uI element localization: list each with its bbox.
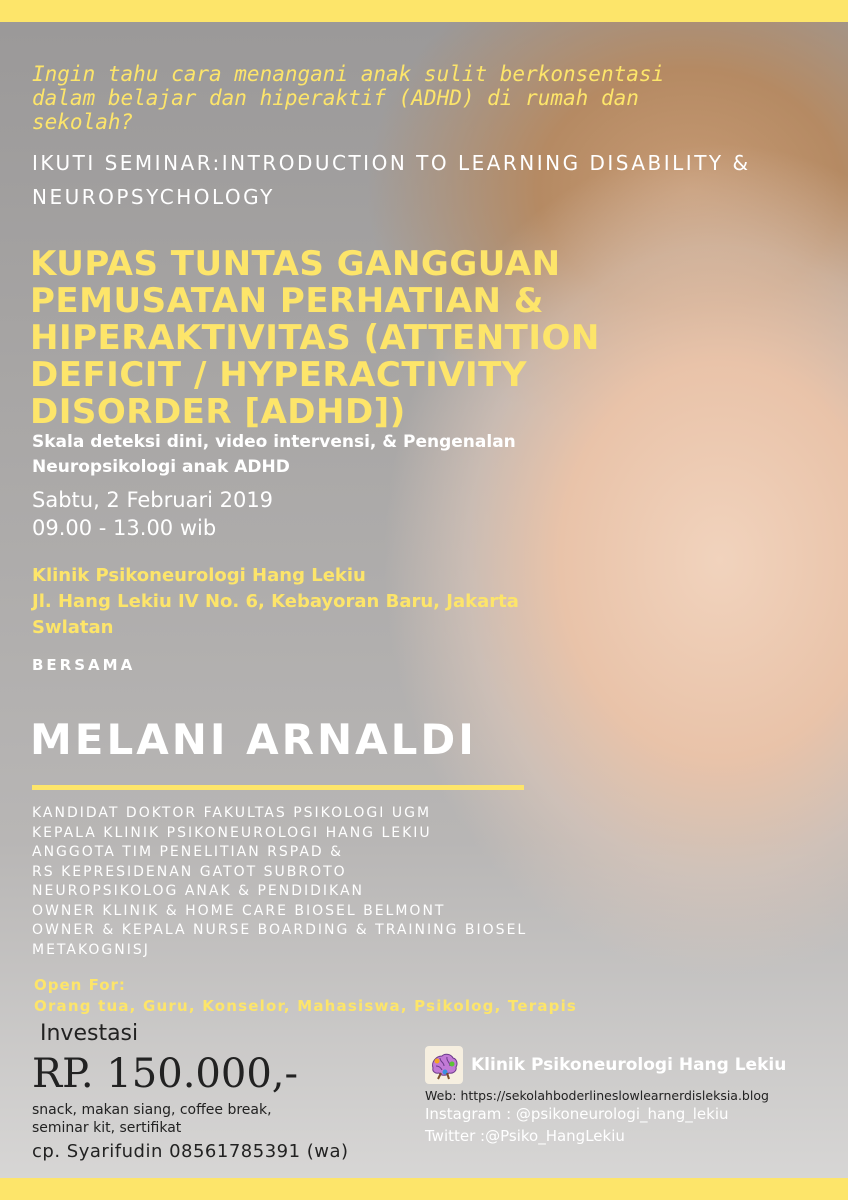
clinic-instagram: Instagram : @psikoneurologi_hang_lekiu	[425, 1105, 729, 1123]
brain-logo-icon	[425, 1046, 463, 1084]
venue-block	[32, 563, 552, 641]
contact-person: cp. Syarifudin 08561785391 (wa)	[32, 1141, 349, 1162]
credential-item: KEPALA KLINIK PSIKONEUROLOGI HANG LEKIU	[32, 824, 432, 841]
web-label: Web:	[425, 1088, 457, 1103]
bottom-yellow-band	[0, 1178, 848, 1200]
clinic-header	[425, 1046, 840, 1084]
clinic-info	[425, 1046, 840, 1147]
bersama-label: BERSAMA	[32, 656, 136, 674]
event-time: 09.00 - 13.00 wib	[32, 516, 217, 540]
credential-item: METAKOGNISJ	[32, 941, 150, 958]
credential-item: RS KEPRESIDENAN GATOT SUBROTO	[32, 863, 347, 880]
top-yellow-band	[0, 0, 848, 22]
credential-item: ANGGOTA TIM PENELITIAN RSPAD &	[32, 844, 344, 860]
speaker-credentials	[32, 804, 672, 960]
credential-item: NEUROPSIKOLOG ANAK & PENDIDIKAN	[32, 883, 365, 899]
teaser-question: Ingin tahu cara menangani anak sulit berkonsentasi dalam belajar dan hiperaktif (ADHD) di rumah dan sekolah?	[32, 62, 665, 134]
audience-label: Open For:	[34, 976, 126, 994]
clinic-web	[425, 1088, 840, 1103]
credential-item: OWNER & KEPALA NURSE BOARDING & TRAINING BIOSEL	[32, 922, 528, 938]
venue-address: Jl. Hang Lekiu IV No. 6, Kebayoran Baru, Jakarta Swlatan	[32, 591, 519, 638]
speaker-name: MELANI ARNALDI	[30, 715, 477, 764]
web-url: https://sekolahboderlineslowlearnerdisleksia.blog	[460, 1088, 769, 1103]
audience-list: Orang tua, Guru, Konselor, Mahasiswa, Psikolog, Terapis	[34, 997, 578, 1015]
speaker-divider	[32, 785, 524, 790]
venue-name: Klinik Psikoneurologi Hang Lekiu	[32, 565, 366, 586]
investment-includes: snack, makan siang, coffee break, seminar kit, sertifikat	[32, 1102, 272, 1136]
credential-item: KANDIDAT DOKTOR FAKULTAS PSIKOLOGI UGM	[32, 805, 432, 821]
credential-item: OWNER KLINIK & HOME CARE BIOSEL BELMONT	[32, 902, 446, 919]
headline-subtitle: Skala deteksi dini, video intervensi, & Pengenalan Neuropsikologi anak ADHD	[32, 432, 516, 477]
event-date: Sabtu, 2 Februari 2019	[32, 488, 274, 512]
seminar-title: IKUTI SEMINAR:INTRODUCTION TO LEARNING DISABILITY & NEUROPSYCHOLOGY	[32, 151, 751, 209]
clinic-twitter: Twitter :@Psiko_HangLekiu	[425, 1127, 625, 1145]
investment-label: Investasi	[40, 1021, 139, 1046]
main-headline: KUPAS TUNTAS GANGGUAN PEMUSATAN PERHATIAN & HIPERAKTIVITAS (ATTENTION DEFICIT / HYPERACTIVITY DISORDER [ADHD])	[30, 244, 600, 432]
clinic-name: Klinik Psikoneurologi Hang Lekiu	[471, 1055, 787, 1075]
investment-price: RP. 150.000,-	[32, 1051, 298, 1097]
event-schedule	[32, 486, 273, 542]
